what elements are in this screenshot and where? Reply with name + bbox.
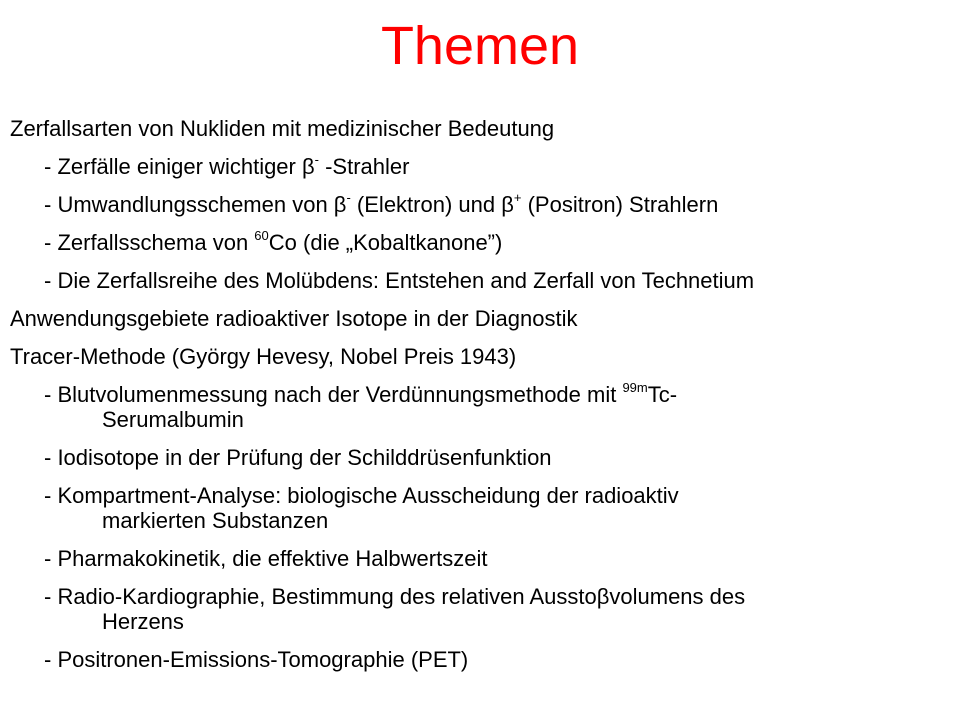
topic-item — [10, 344, 950, 369]
subtopic-item — [10, 546, 950, 571]
subtopic-text: - Zerfälle einiger wichtiger β — [44, 154, 315, 179]
subtopic-text: - Radio-Kardiographie, Bestimmung des relativen Ausstoβvolumens des — [44, 584, 746, 609]
subtopic-text: - Blutvolumenmessung nach der Verdünnungsmethode mit — [44, 382, 623, 407]
topic-item — [10, 306, 950, 331]
subtopic-text: -Strahler — [318, 154, 410, 179]
subtopic-item — [10, 584, 950, 634]
subtopic-item — [10, 192, 950, 217]
topic-text: Zerfallsarten von Nukliden mit medizinischer Bedeutung — [10, 116, 555, 141]
subtopic-continuation: Serumalbumin — [102, 407, 244, 432]
subtopic-text: Co (die „Kobaltkanone”) — [268, 230, 503, 255]
subtopic-text: - Iodisotope in der Prüfung der Schilddrüsenfunktion — [44, 445, 552, 470]
subtopic-item — [10, 647, 950, 672]
subtopic-text: - Pharmakokinetik, die effektive Halbwertszeit — [44, 546, 488, 571]
subtopic-continuation: markierten Substanzen — [102, 508, 329, 533]
subtopic-text: - Zerfallsschema von — [44, 230, 255, 255]
subtopic-text: - Positronen-Emissions-Tomographie (PET) — [44, 647, 469, 672]
subtopic-text: - Umwandlungsschemen von β — [44, 192, 347, 217]
slide-title: Themen — [380, 16, 580, 76]
superscript: 60 — [254, 228, 269, 243]
superscript: - — [346, 190, 351, 205]
subtopic-text: (Elektron) und β — [350, 192, 514, 217]
subtopic-text: - Kompartment-Analyse: biologische Ausscheidung der radioaktiv — [44, 483, 679, 508]
subtopic-text: (Positron) Strahlern — [521, 192, 719, 217]
subtopic-item — [10, 445, 950, 470]
subtopic-item — [10, 154, 950, 179]
subtopic-text: - Die Zerfallsreihe des Molübdens: Entstehen and Zerfall von Technetium — [44, 268, 755, 293]
subtopic-item — [10, 382, 950, 432]
topic-text: Tracer-Methode (György Hevesy, Nobel Preis 1943) — [10, 344, 517, 369]
topic-text: Anwendungsgebiete radioaktiver Isotope in der Diagnostik — [10, 306, 578, 331]
subtopic-item — [10, 268, 950, 293]
topic-item — [10, 116, 950, 141]
subtopic-item — [10, 230, 950, 255]
subtopic-text: Tc- — [647, 382, 678, 407]
superscript: 99m — [622, 380, 648, 395]
topic-list — [10, 116, 950, 685]
superscript: + — [513, 190, 522, 205]
subtopic-continuation: Herzens — [102, 609, 184, 634]
subtopic-item — [10, 483, 950, 533]
superscript: - — [314, 152, 319, 167]
